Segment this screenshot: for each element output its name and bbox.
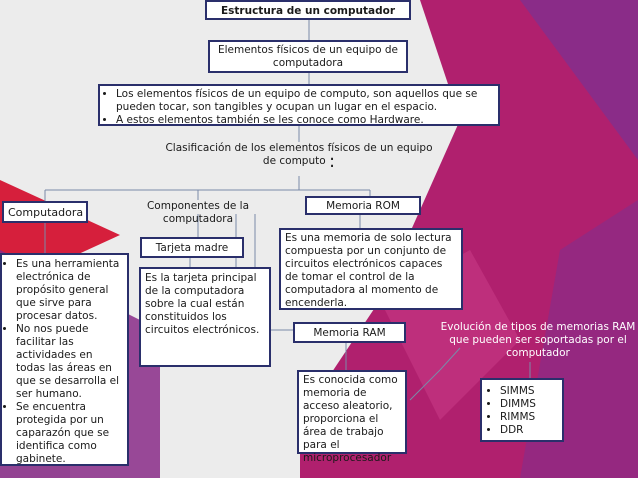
tarjeta-desc-box <box>139 267 271 367</box>
tarjeta-desc: Es la tarjeta principal de la computadora sobre la cual están constituidos los circuitos electrónicos. <box>145 272 260 336</box>
rom-desc: Es una memoria de solo lectura compuesta por un conjunto de circuitos electrónicos capaces de tomar el control de la computadora al momento de encenderla. <box>285 232 452 309</box>
intro-item: • A estos elementos también se les conoce como Hardware. <box>116 114 492 127</box>
componentes-text: Componentes de la computadora <box>146 200 250 225</box>
intro-item: • Los elementos físicos de un equipo de computo, son aquellos que se pueden tocar, son tangibles y ocupan un lugar en el espacio. <box>116 88 492 114</box>
ram-label: Memoria RAM <box>313 327 386 339</box>
computadora-item: • Se encuentra protegida por un caparazón que se identifica como gabinete. <box>16 401 123 466</box>
intro-list <box>104 88 492 127</box>
computadora-box <box>2 201 88 223</box>
title-box <box>205 0 411 20</box>
memorias-box <box>480 378 564 442</box>
computadora-list <box>4 258 123 466</box>
componentes-label <box>112 200 284 226</box>
memoria-item: • RIMMS <box>500 411 558 424</box>
memorias-list <box>488 385 558 437</box>
tarjeta-label-box <box>140 237 244 258</box>
ram-desc-box <box>297 370 407 464</box>
intro-box <box>98 84 500 126</box>
elementos-box <box>208 40 408 73</box>
computadora-item: • Es una herramienta electrónica de propósito general que sirve para procesar datos. <box>16 258 123 323</box>
rom-desc-box <box>279 228 463 310</box>
rom-label-box <box>305 196 421 215</box>
clasificacion-label <box>165 142 433 172</box>
clasificacion-colon: : <box>329 151 336 172</box>
ram-desc: Es conocida como memoria de acceso aleatorio, proporciona el área de trabajo para el microprocesador <box>303 374 398 464</box>
title-text: Estructura de un computador <box>220 5 395 17</box>
computadora-desc-box <box>0 253 129 466</box>
memoria-item: • DDR <box>500 424 558 437</box>
computadora-item: • No nos puede facilitar las actividades en todas las áreas en que se desarrolla el ser humano. <box>16 323 123 401</box>
ram-label-box <box>293 322 406 343</box>
elementos-text: Elementos físicos de un equipo de computadora <box>217 44 399 69</box>
evolucion-label <box>440 321 636 360</box>
memoria-item: • SIMMS <box>500 385 558 398</box>
rom-label: Memoria ROM <box>326 200 400 212</box>
computadora-label: Computadora <box>8 206 84 219</box>
memoria-item: • DIMMS <box>500 398 558 411</box>
tarjeta-label: Tarjeta madre <box>155 242 229 254</box>
clasificacion-text: Clasificación de los elementos físicos de un equipo de computo <box>165 142 433 167</box>
evolucion-text: Evolución de tipos de memorias RAM que pueden ser soportadas por el computador <box>440 321 636 359</box>
